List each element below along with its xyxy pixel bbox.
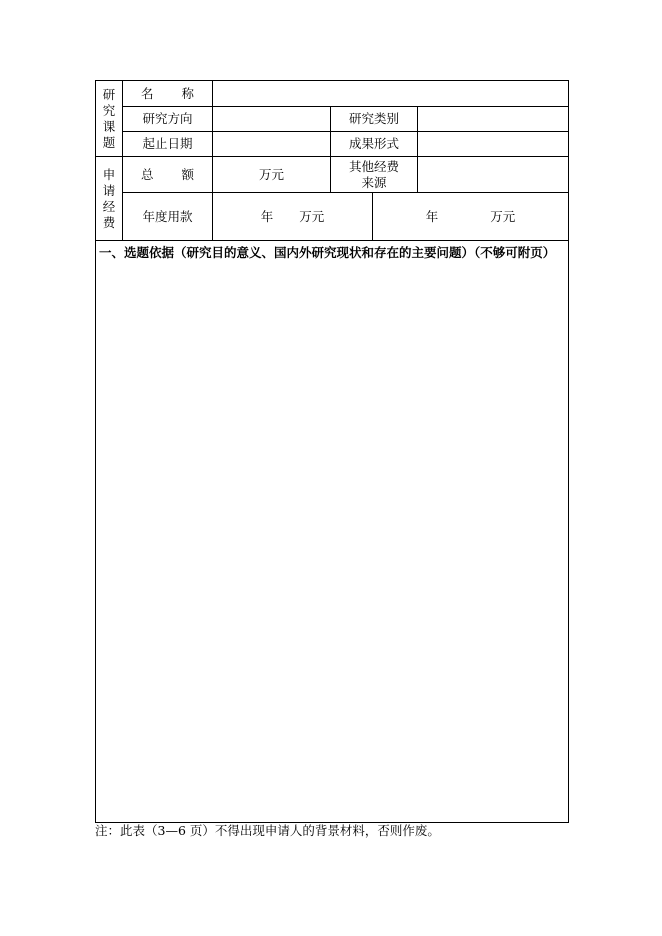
name-value-cell[interactable] [213,81,569,107]
direction-label: 研究方向 [123,107,213,132]
annual-value-cell-2[interactable]: 年 万元 [373,193,569,241]
date-value-cell[interactable] [213,132,331,157]
footnote: 注：此表（3—6 页）不得出现申请人的背景材料，否则作废。 [95,823,440,838]
total-value-cell[interactable] [213,157,331,193]
topic-group-label: 研 究 课 题 [96,81,123,157]
result-value-cell[interactable] [418,132,569,157]
other-source-value-cell[interactable] [418,157,569,193]
category-label: 研究类别 [331,107,418,132]
section-title: 一、选题依据（研究目的意义、国内外研究现状和存在的主要问题）（不够可附页） [99,245,556,260]
funding-group-label: 申 请 经 费 [96,157,123,241]
section-basis-cell[interactable] [96,241,569,823]
total-label: 总 额 [123,157,213,193]
annual-label: 年度用款 [123,193,213,241]
other-source-label: 其他经费 来源 [331,157,418,193]
annual-value-cell-1[interactable]: 年 万元 [213,193,373,241]
name-label: 名 称 [123,81,213,107]
result-label: 成果形式 [331,132,418,157]
total-unit: 万元 [258,166,284,182]
research-form-table [95,80,569,823]
direction-value-cell[interactable] [213,107,331,132]
category-value-cell[interactable] [418,107,569,132]
date-label: 起止日期 [123,132,213,157]
